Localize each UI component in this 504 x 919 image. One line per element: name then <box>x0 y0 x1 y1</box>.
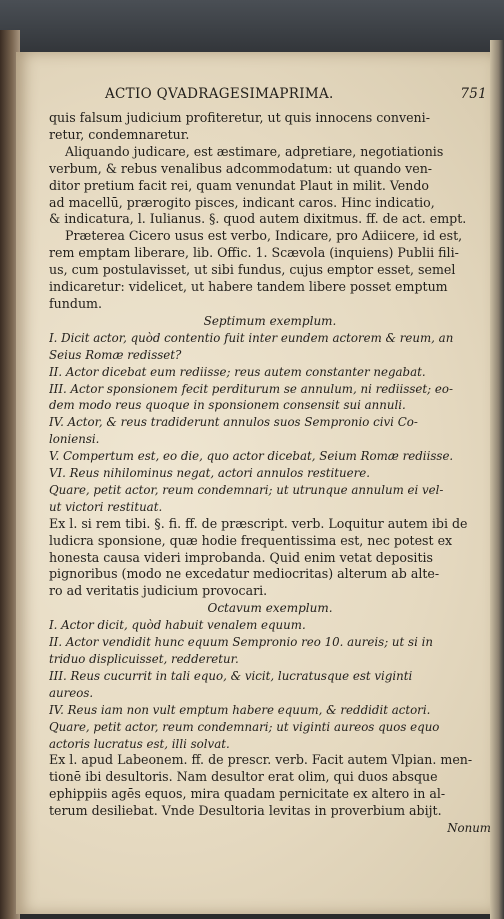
text-line: aureos. <box>49 685 94 700</box>
running-head <box>49 86 491 110</box>
text-line: VI. Reus nihilominus negat, actori annulos restituere. <box>49 466 370 481</box>
text-line: ad macellū, prærogito pisces, indicant caros. Hinc indicatio, <box>49 194 435 210</box>
text-line: II. Actor dicebat eum rediisse; reus autem constanter negabat. <box>49 364 426 379</box>
text-line: quis falsum judicium profiteretur, ut quis innocens conveni- <box>49 110 430 125</box>
page-edges <box>490 40 504 919</box>
text-line: ludicra sponsione, quæ hodie frequentissima est, nec potest ex <box>49 532 453 548</box>
text-line: & indicatura, l. Iulianus. §. quod autem dixitmus. ff. de act. empt. <box>49 211 467 227</box>
text-line: IV. Reus iam non vult emptum habere equum, & reddidit actori. <box>49 702 431 717</box>
text-line: ro ad veritatis judicium provocari. <box>49 583 268 599</box>
text-line: Quare, petit actor, reum condemnari; ut viginti aureos quos equo <box>49 719 440 734</box>
page-text <box>49 86 491 837</box>
text-line: ditor pretium facit rei, quam venundat Plaut in milit. Vendo <box>49 177 429 193</box>
text-line: Ex l. si rem tibi. §. fi. ff. de præscript. verb. Loquitur autem ibi de <box>49 515 468 531</box>
text-line: triduo displicuisset, redderetur. <box>49 652 239 666</box>
text-line: III. Actor sponsionem fecit perditurum se annulum, ni rediisset; eo- <box>49 381 453 396</box>
text-line: fundum. <box>49 295 103 311</box>
text-line: V. Compertum est, eo die, quo actor dicebat, Seium Romæ rediisse. <box>49 449 454 464</box>
text-line: Ex l. apud Labeonem. ff. de prescr. verb. Facit autem Vlpian. men- <box>49 752 473 768</box>
text-line: ut victori restituat. <box>49 499 163 514</box>
text-line: indicaretur: videlicet, ut habere tandem libere posset emptum <box>49 279 448 295</box>
catchword: Nonum <box>447 821 491 836</box>
book-page <box>16 52 490 914</box>
text-line: rem emptam liberare, lib. Offic. 1. Scævola (inquiens) Publii fili- <box>49 245 459 261</box>
text-line: pignoribus (modo ne excedatur mediocritas) alterum ab alte- <box>49 566 440 582</box>
text-line: loniensi. <box>49 432 100 447</box>
text-line: ephippiis agēs equos, mira quadam pernicitate ex altero in al- <box>49 786 446 802</box>
text-line: III. Reus cucurrit in tali equo, & vicit, lucratusque est viginti <box>49 668 413 683</box>
text-line: I. Actor dicit, quòd habuit venalem equum. <box>49 618 306 633</box>
text-line: Quare, petit actor, reum condemnari; ut utrunque annulum ei vel- <box>49 482 444 497</box>
text-line: tionē ibi desultoris. Nam desultor erat olim, qui duos absque <box>49 769 438 785</box>
page-number: 751 <box>460 86 487 102</box>
background-top <box>0 0 504 60</box>
text-line: II. Actor vendidit hunc equum Sempronio reo 10. aureis; ut si in <box>49 635 433 650</box>
text-line: dem modo reus quoque in sponsionem consensit sui annuli. <box>49 398 406 413</box>
text-line: IV. Actor, & reus tradiderunt annulos suos Sempronio civi Co- <box>49 415 418 430</box>
text-line: Præterea Cicero usus est verbo, Indicare, pro Adiicere, id est, <box>65 228 463 244</box>
text-line: honesta causa videri improbanda. Quid enim vetat depositis <box>49 549 434 565</box>
text-line: Aliquando judicare, est æstimare, adpretiare, negotiationis <box>65 143 444 159</box>
text-line: verbum, & rebus venalibus adcommodatum: ut quando ven- <box>49 160 433 176</box>
text-lines <box>49 110 491 837</box>
text-line: Seius Romæ redisset? <box>49 347 182 362</box>
section-heading: Octavum exemplum. <box>207 601 333 616</box>
text-line: terum desiliebat. Vnde Desultoria levitas in proverbium abijt. <box>49 803 442 819</box>
text-line: I. Dicit actor, quòd contentio fuit inter eundem actorem & reum, an <box>49 330 454 345</box>
text-line: actoris lucratus est, illi solvat. <box>49 736 230 751</box>
text-line: retur, condemnaretur. <box>49 126 190 142</box>
text-line: us, cum postulavisset, ut sibi fundus, cujus emptor esset, semel <box>49 262 456 278</box>
section-heading: Septimum exemplum. <box>203 313 337 328</box>
running-head-title: ACTIO QVADRAGESIMAPRIMA. <box>105 86 334 102</box>
